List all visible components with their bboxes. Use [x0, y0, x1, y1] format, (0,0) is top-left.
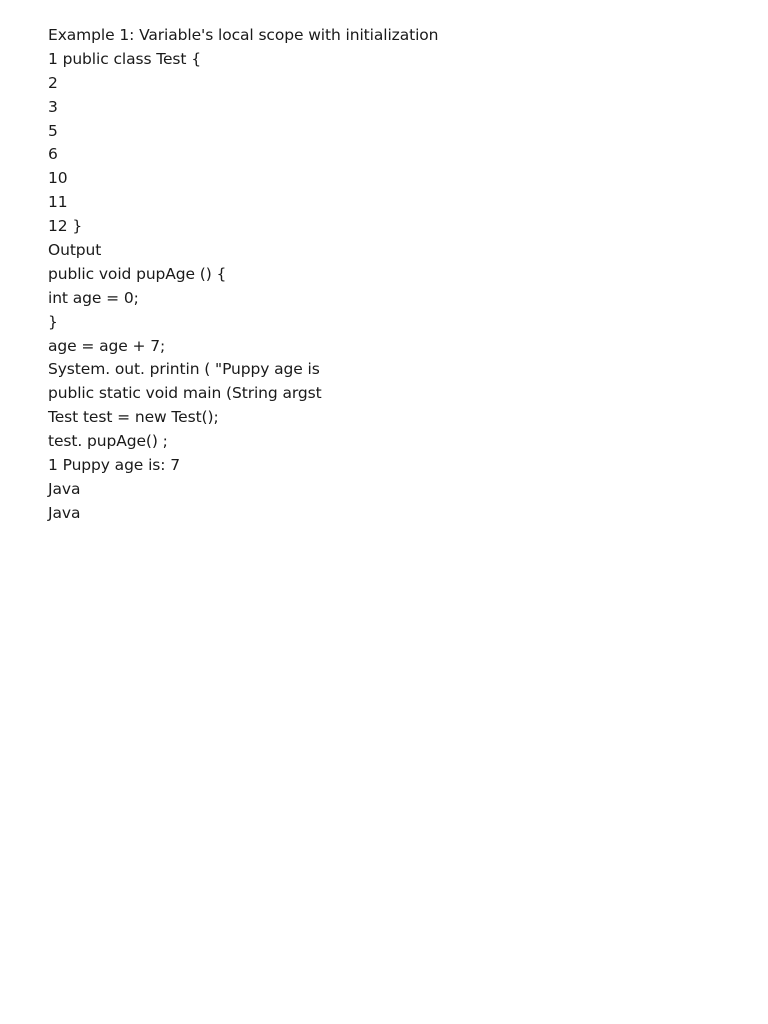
code-line: 1 public class Test { — [48, 49, 201, 68]
code-line: test. pupAge() ; — [48, 432, 168, 451]
code-line: } — [48, 312, 58, 331]
line-number: 6 — [48, 145, 58, 164]
language-label: Java — [48, 479, 81, 498]
line-number: 11 — [48, 193, 68, 212]
line-number: 3 — [48, 97, 58, 116]
line-number: 10 — [48, 169, 68, 188]
line-number: 2 — [48, 73, 58, 92]
code-line: age = age + 7; — [48, 336, 166, 355]
code-line: Test test = new Test(); — [48, 408, 219, 427]
document-title: Example 1: Variable's local scope with initialization — [48, 26, 439, 44]
output-heading: Output — [48, 241, 102, 260]
output-line: 1 Puppy age is: 7 — [48, 456, 180, 475]
code-line: public void pupAge () { — [48, 264, 227, 283]
code-line: int age = 0; — [48, 288, 139, 307]
language-label: Java — [48, 503, 81, 522]
document-page — [48, 24, 728, 526]
code-line: public static void main (String argst — [48, 384, 322, 403]
code-line: System. out. printin ( "Puppy age is — [48, 360, 320, 379]
line-number: 5 — [48, 121, 58, 140]
code-line: 12 } — [48, 217, 83, 236]
